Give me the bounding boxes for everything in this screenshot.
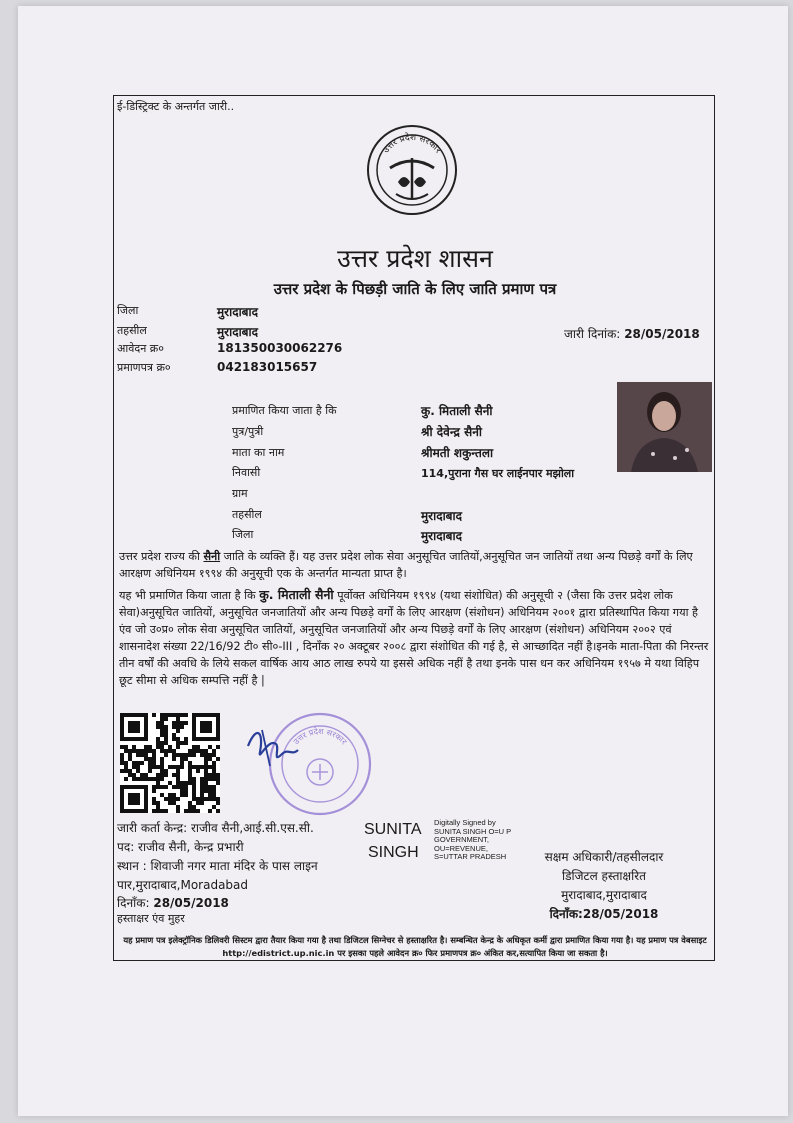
meta-district-value: मुरादाबाद bbox=[217, 305, 259, 319]
seal-text: उत्तर प्रदेश सरकार bbox=[291, 726, 349, 747]
issuer-post: पद: राजीव सैनी, केन्द्र प्रभारी bbox=[117, 840, 244, 854]
resident-value: 114,पुराना गैस घर लाईनपार मझोला bbox=[421, 467, 575, 480]
footer-note: यह प्रमाण पत्र इलेक्ट्रॉनिक डिलिवरी सिस्टम द्वारा तैयार किया गया है तथा डिजिटल सिग्नेचर से हस्ताक्षरित है। सम्बन्धित केन्द्र के अधिकृत कर्मी द्वारा प्रमाणित किया गया है। यह प्रमाण पत्र वेबसाइट http://edistrict.up.nic.in पर इसका पहले आवेदन क्र० फिर प्रमाणपत्र क्र० अंकित कर,सत्यापित किया जा सकता है। bbox=[123, 935, 707, 958]
issuer-place-line2: पार,मुरादाबाद,Moradabad bbox=[117, 878, 249, 892]
digisig-detail-1: Digitally Signed by bbox=[434, 818, 496, 827]
meta-tehsil-value: मुरादाबाद bbox=[217, 325, 259, 339]
up-emblem-icon bbox=[366, 124, 458, 216]
detail-district-label: जिला bbox=[232, 528, 254, 541]
caste-paragraph bbox=[119, 548, 711, 582]
meta-certificate-value: 042183015657 bbox=[217, 360, 318, 374]
issuer-date-value: 28/05/2018 bbox=[153, 896, 229, 910]
authority-date: दिनाँक:28/05/2018 bbox=[549, 907, 659, 921]
digisig-detail-5: S=UTTAR PRADESH bbox=[434, 852, 507, 861]
emblem-text: उत्तर प्रदेश सरकार bbox=[381, 132, 443, 156]
meta-certificate-label: प्रमाणपत्र क्र० bbox=[117, 361, 171, 374]
certify-label: प्रमाणित किया जाता है कि bbox=[232, 404, 337, 417]
caste-paragraph-part1: उत्तर प्रदेश राज्य की bbox=[119, 550, 204, 563]
digisig-detail-3: GOVERNMENT, bbox=[434, 835, 490, 844]
caste-name: सैनी bbox=[203, 550, 221, 563]
detail-district-value: मुरादाबाद bbox=[421, 529, 463, 543]
child-of-label: पुत्र/पुत्री bbox=[232, 425, 264, 438]
caste-paragraph-part2: जाति के व्यक्ति हैं। यह उत्तर प्रदेश लोक सेवा अनुसूचित जातियों,अनुसूचित जन जातियों तथा अन्य पिछड़े वर्गों के लिए आरक्षण अधिनियम १९९४ की अनुसूची एक के अन्तर्गत मान्यता प्राप्त है। bbox=[119, 550, 693, 580]
top-note: ई-डिस्ट्रिक्ट के अन्तर्गत जारी.. bbox=[117, 100, 235, 113]
meta-application-value: 181350030062276 bbox=[217, 341, 343, 355]
mother-value: श्रीमती शकुन्तला bbox=[421, 446, 494, 460]
income-paragraph-name: कु. मिताली सैनी bbox=[259, 587, 334, 602]
issuer-date bbox=[117, 894, 229, 911]
income-paragraph-part2: पूर्वोक्त अधिनियम १९९४ (यथा संशोधित) की अनुसूची २ (जैसा कि उत्तर प्रदेश लोक सेवा)अनुसूचित जातियों, अनुसूचित जनजातियों और अन्य पिछड़े वर्गों के लिए आरक्षण (संशोधन) अधिनियम २००१ द्वारा प्रतिस्थापित किया गया है एंव जो उ०प्र० लोक सेवा अनुसूचित जातियों, अनुसूचित जनजातियों और अन्य पिछड़े वर्गों के लिए आरक्षण (संशोधन) अधिनियम २००२ एवं शासनादेश संख्या 22/16/92 टी० सी०-III , दिनाँक २० अक्टूबर २००८ द्वारा संशोधित की गई है, से आच्छादित नहीं है।इनके माता-पिता की निरन्तर तीन वर्षों की अवधि के लिये सकल वार्षिक आय आठ लाख रुपये या इससे अधिक नहीं है तथा इनके पास धन कर अधिनियम १९५७ मे यथा विहिप छूट सीमा से अधिक सम्पत्ति नहीं है | bbox=[119, 589, 709, 687]
meta-district-label: जिला bbox=[117, 304, 139, 317]
authority-line2: डिजिटल हस्ताक्षरित bbox=[562, 869, 646, 883]
authority-line3: मुरादाबाद,मुरादाबाद bbox=[561, 888, 647, 902]
svg-text:उत्तर प्रदेश सरकार bbox=[292, 726, 349, 747]
qr-code-icon bbox=[120, 713, 220, 813]
issue-date-value: 28/05/2018 bbox=[624, 327, 700, 341]
certificate-frame bbox=[113, 95, 715, 961]
child-of-value: श्री देवेन्द्र सैनी bbox=[421, 425, 482, 439]
digisig-detail-4: OU=REVENUE, bbox=[434, 843, 488, 853]
income-paragraph bbox=[119, 586, 711, 689]
digisig-name-line2: SINGH bbox=[368, 844, 419, 861]
income-paragraph-part1: यह भी प्रमाणित किया जाता है कि bbox=[119, 589, 260, 602]
page-title: उत्तर प्रदेश शासन bbox=[337, 244, 493, 273]
page-subtitle: उत्तर प्रदेश के पिछड़ी जाति के लिए जाति प्रमाण पत्र bbox=[273, 280, 557, 298]
issue-date bbox=[564, 325, 700, 342]
digisig-details bbox=[434, 819, 511, 862]
meta-tehsil-label: तहसील bbox=[117, 324, 147, 337]
issuer-date-label: दिनाँक: bbox=[117, 896, 150, 910]
village-label: ग्राम bbox=[232, 487, 248, 500]
mother-label: माता का नाम bbox=[232, 446, 285, 459]
resident-label: निवासी bbox=[232, 466, 261, 479]
digisig-name-line1: SUNITA bbox=[364, 821, 422, 838]
issuer-center: जारी कर्ता केन्द्र: राजीव सैनी,आई.सी.एस.सी. bbox=[117, 821, 314, 835]
authority-line1: सक्षम अधिकारी/तहसीलदार bbox=[544, 850, 664, 864]
digisig-detail-2: SUNITA SINGH O=U P bbox=[434, 826, 512, 836]
detail-tehsil-value: मुरादाबाद bbox=[421, 509, 463, 523]
issuer-sign-label: हस्ताक्षर एंव मुहर bbox=[117, 912, 185, 925]
svg-text:उत्तर प्रदेश सरकार bbox=[381, 131, 443, 156]
applicant-photo bbox=[617, 382, 712, 472]
meta-application-label: आवेदन क्र० bbox=[117, 342, 164, 355]
detail-tehsil-label: तहसील bbox=[232, 508, 262, 521]
issuer-place-line1: स्थान : शिवाजी नगर माता मंदिर के पास लाइन bbox=[117, 859, 318, 873]
authority-block bbox=[514, 848, 694, 924]
issue-date-label: जारी दिनांक: bbox=[564, 327, 621, 341]
certify-value: कु. मिताली सैनी bbox=[421, 404, 493, 418]
office-seal-icon bbox=[242, 708, 392, 816]
